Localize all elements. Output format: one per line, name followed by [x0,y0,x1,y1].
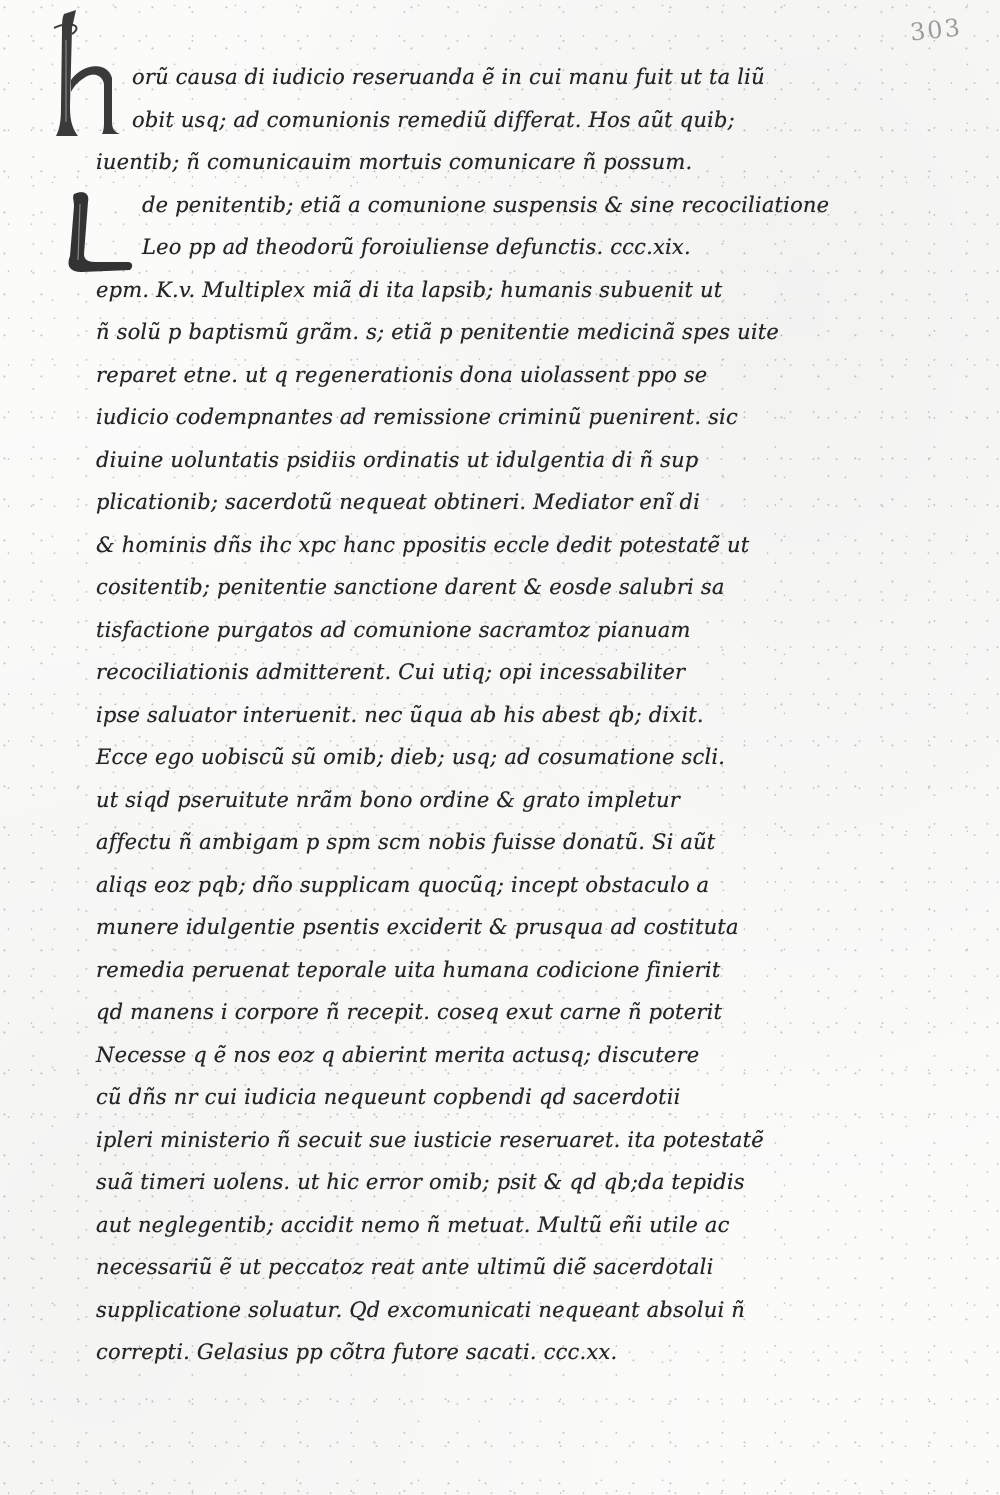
text-line: supplicatione soluatur. Qd excomunicati nequeant absolui ñ [96,1297,746,1322]
text-line: necessariũ ẽ ut peccatoz reat ante ultimũ diẽ sacerdotali [96,1255,714,1279]
text-line: cositentib; penitentie sanctione darent & eosde salubri sa [96,575,725,599]
text-line: suã timeri uolens. ut hic error omib; psit & qd qb;da tepidis [96,1170,745,1194]
text-line: ipleri ministerio ñ secuit sue iusticie reseruaret. ita potestatẽ [96,1127,764,1152]
text-line: recociliationis admitterent. Cui utiq; opi incessabiliter [96,660,686,684]
text-line: obit usq; ad comunionis remediũ differat. Hos aũt quib; [132,107,735,132]
text-line: & hominis dñs ihc xpc hanc ppositis eccle dedit potestatẽ ut [96,532,750,557]
text-line: tisfactione purgatos ad comunione sacramtoz pianuam [96,617,691,642]
folio-number: 303 [908,13,964,47]
text-line: de penitentib; etiã a comunione suspensis & sine recociliatione [142,192,830,217]
text-line: munere idulgentie psentis exciderit & prusqua ad costituta [96,915,739,939]
text-line: Ecce ego uobiscũ sũ omib; dieb; usq; ad cosumatione scli. [96,745,726,769]
text-line: remedia peruenat teporale uita humana codicione finierit [96,957,721,982]
text-line: qd manens i corpore ñ recepit. coseq exut carne ñ poterit [96,1000,723,1024]
text-line: iudicio codempnantes ad remissione criminũ puenirent. sic [96,405,738,429]
text-line: Necesse q ẽ nos eoz q abierint merita actusq; discutere [96,1042,700,1067]
text-line: Leo pp ad theodorũ foroiuliense defunctis. ccc.xix. [142,235,691,259]
text-line: aliqs eoz pqb; dño supplicam quocũq; incept obstaculo a [96,872,710,897]
text-line: correpti. Gelasius pp cõtra futore sacati. ccc.xx. [96,1340,618,1364]
text-line: aut neglegentib; accidit nemo ñ metuat. Multũ eñi utile ac [96,1212,730,1237]
text-line: ñ solũ p baptismũ grãm. s; etiã p penitentie medicinã spes uite [96,320,780,344]
text-line: plicationib; sacerdotũ nequeat obtineri. Mediator enĩ di [96,490,701,514]
text-line: iuentib; ñ comunicauim mortuis comunicare ñ possum. [96,150,693,174]
text-line: diuine uoluntatis psidiis ordinatis ut idulgentia di ñ sup [96,447,699,472]
text-line: affectu ñ ambigam p spm scm nobis fuisse donatũ. Si aũt [96,830,716,854]
text-line: epm. K.v. Multiplex miã di ita lapsib; humanis subuenit ut [96,277,723,302]
text-line: ut siqd pseruitute nrãm bono ordine & grato impletur [96,787,680,812]
text-line: ipse saluator interuenit. nec ũqua ab his abest qb; dixit. [96,702,704,727]
text-line: reparet etne. ut q regenerationis dona uiolassent ppo se [96,362,708,387]
text-line: orũ causa di iudicio reseruanda ẽ in cui manu fuit ut ta liũ [132,65,765,89]
text-line: cũ dñs nr cui iudicia nequeunt copbendi qd sacerdotii [96,1085,681,1109]
manuscript-text-block [96,56,956,1374]
